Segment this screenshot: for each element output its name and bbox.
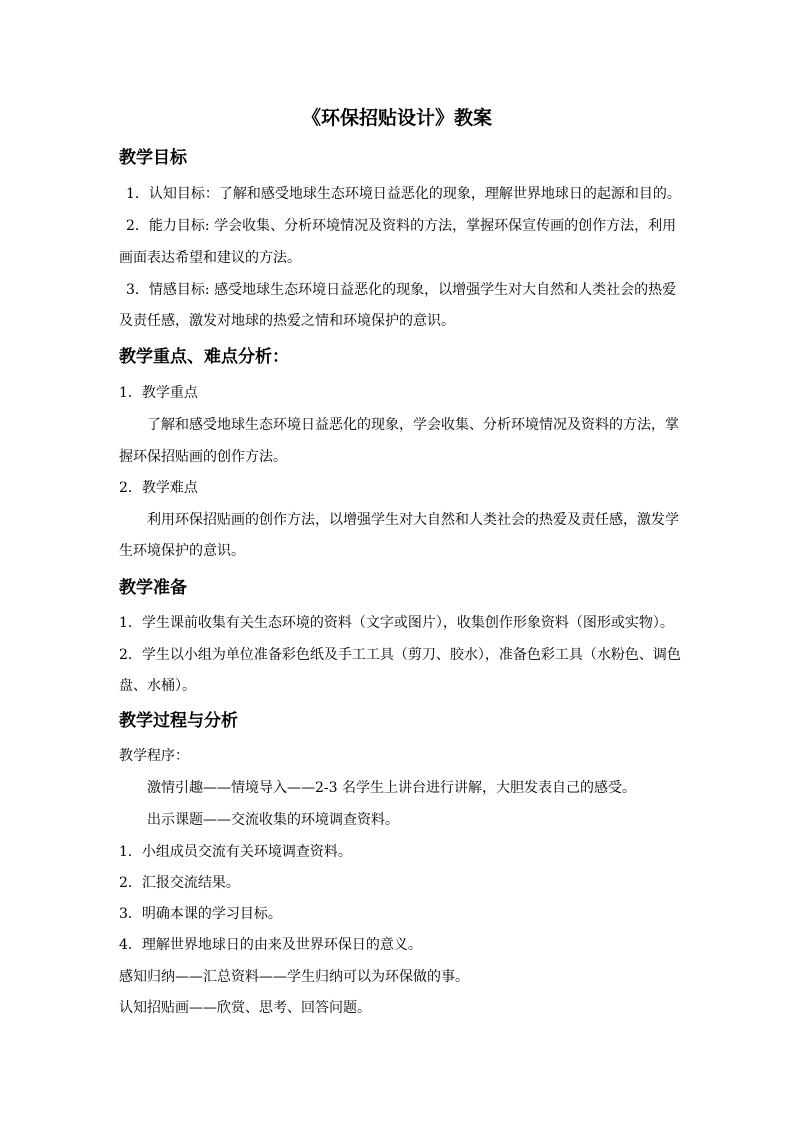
goals-line-2: 2．能力目标: 学会收集、分析环境情况及资料的方法，掌握环保宣传画的创作方法，利用 [126,218,677,234]
process-line-5: 2．汇报交流结果。 [119,875,240,891]
section-heading-key-points: 教学重点、难点分析： [119,347,289,367]
goals-line-5: 及责任感，激发对地球的热爱之情和环境保护的意识。 [119,313,455,329]
key-points-line-3: 握环保招贴画的创作方法。 [119,449,287,465]
key-points-line-5: 利用环保招贴画的创作方法，以增强学生对大自然和人类社会的热爱及责任感，激发学 [147,512,679,528]
goals-line-3: 画面表达希望和建议的方法。 [119,250,301,266]
section-heading-process: 教学过程与分析 [119,711,238,731]
process-line-7: 4．理解世界地球日的由来及世界环保日的意义。 [119,937,422,953]
goals-line-1: 1．认知目标：了解和感受地球生态环境日益恶化的现象，理解世界地球日的起源和目的。 [126,186,681,202]
key-points-line-2: 了解和感受地球生态环境日益恶化的现象，学会收集、分析环境情况及资料的方法，掌 [147,417,679,433]
key-points-line-4: 2．教学难点 [119,480,198,496]
document-title: 《环保招贴设计》教案 [301,107,492,129]
key-points-line-6: 生环境保护的意识。 [119,543,245,559]
key-points-line-1: 1．教学重点 [119,385,198,401]
goals-line-4: 3．情感目标: 感受地球生态环境日益恶化的现象，以增强学生对大自然和人类社会的热爱 [126,282,677,298]
preparation-line-3: 盘、水桶）。 [119,678,196,694]
process-line-2: 激情引趣——情境导入——2-3 名学生上讲台进行讲解，大胆发表自己的感受。 [147,780,636,796]
section-heading-goals: 教学目标 [119,148,187,168]
preparation-line-2: 2．学生以小组为单位准备彩色纸及手工工具（剪刀、胶水），准备色彩工具（水粉色、调色 [119,647,681,663]
process-line-3: 出示课题——交流收集的环境调查资料。 [147,812,399,828]
process-line-8: 感知归纳——汇总资料——学生归纳可以为环保做的事。 [119,969,469,985]
section-heading-preparation: 教学准备 [119,578,187,598]
process-line-9: 认知招贴画——欣赏、思考、回答问题。 [119,1000,371,1016]
preparation-line-1: 1．学生课前收集有关生态环境的资料（文字或图片），收集创作形象资料（图形或实物）。 [119,615,674,631]
process-line-4: 1．小组成员交流有关环境调查资料。 [119,844,352,860]
process-line-1: 教学程序： [119,748,189,764]
process-line-6: 3．明确本课的学习目标。 [119,906,282,922]
